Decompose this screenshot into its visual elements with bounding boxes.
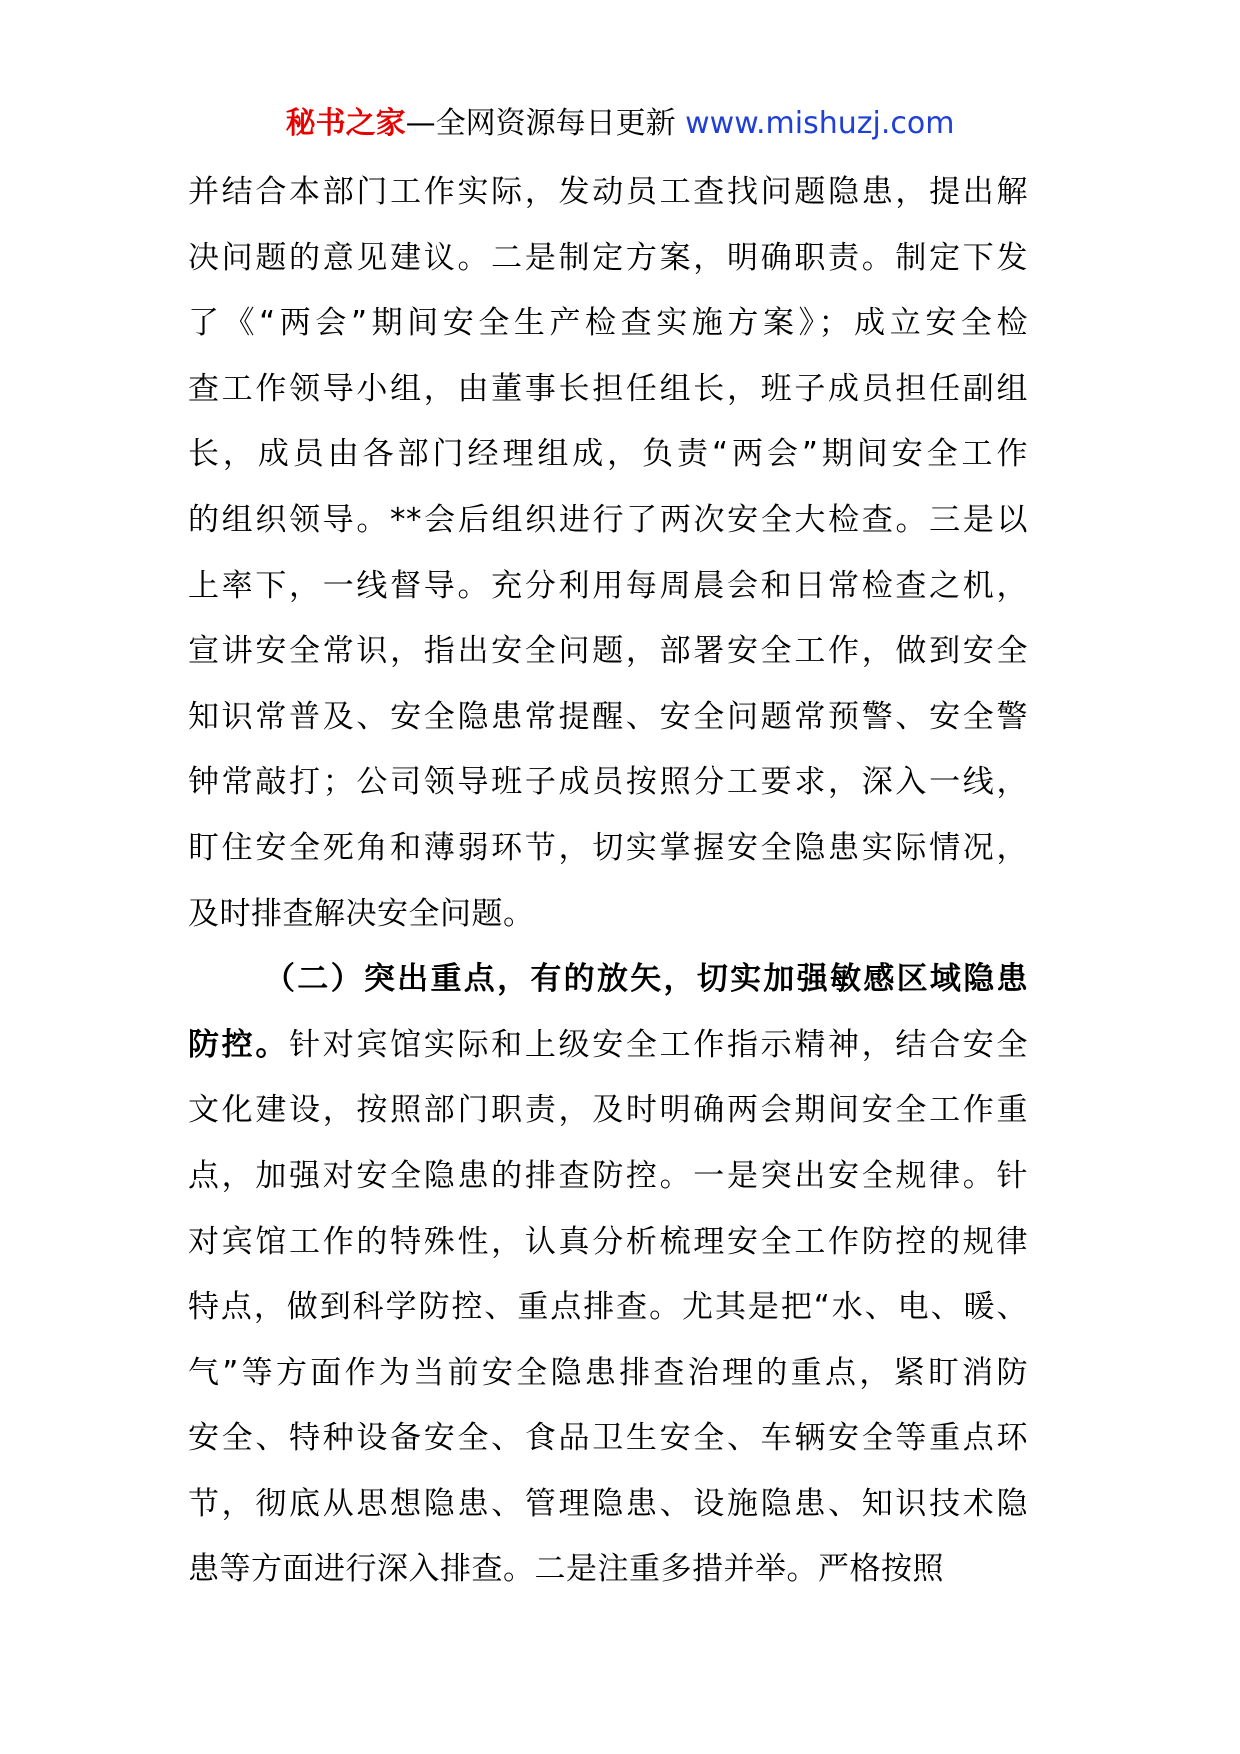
section-heading: （二）突出重点，有的放矢，切实加强敏感区域隐患 <box>264 961 1028 998</box>
header-url-link[interactable]: www.mishuzj.com <box>685 106 955 141</box>
body-line: 知识常普及、安全隐患常提醒、安全问题常预警、安全警 <box>188 698 1028 735</box>
document-body <box>188 160 1028 1603</box>
body-line: 安全、特种设备安全、食品卫生安全、车辆安全等重点环 <box>188 1420 1028 1457</box>
page-header <box>0 102 1240 146</box>
body-line: 特点，做到科学防控、重点排查。尤其是把“水、电、暖、 <box>188 1289 1028 1326</box>
body-line: 对宾馆工作的特殊性，认真分析梳理安全工作防控的规律 <box>188 1223 1028 1260</box>
body-line: 的组织领导。**会后组织进行了两次安全大检查。三是以 <box>188 501 1028 538</box>
body-line: 宣讲安全常识，指出安全问题，部署安全工作，做到安全 <box>188 633 1028 670</box>
body-line: 文化建设，按照部门职责，及时明确两会期间安全工作重 <box>188 1092 1028 1129</box>
body-line: 及时排查解决安全问题。 <box>188 895 535 932</box>
body-line: 盯住安全死角和薄弱环节，切实掌握安全隐患实际情况， <box>188 829 1028 866</box>
body-line: 点，加强对安全隐患的排查防控。一是突出安全规律。针 <box>188 1157 1028 1194</box>
section-heading-continuation <box>188 1013 1028 1079</box>
body-line: 钟常敲打；公司领导班子成员按照分工要求，深入一线， <box>188 764 1028 801</box>
body-line: 节，彻底从思想隐患、管理隐患、设施隐患、知识技术隐 <box>188 1485 1028 1522</box>
body-line: 上率下，一线督导。充分利用每周晨会和日常检查之机， <box>188 567 1028 604</box>
body-text: 针对宾馆实际和上级安全工作指示精神，结合安全 <box>289 1026 1028 1063</box>
body-line: 长，成员由各部门经理组成，负责“两会”期间安全工作 <box>188 436 1028 473</box>
body-line: 气”等方面作为当前安全隐患排查治理的重点，紧盯消防 <box>188 1354 1028 1391</box>
body-line: 决问题的意见建议。二是制定方案，明确职责。制定下发 <box>188 239 1028 276</box>
body-line: 了《“两会”期间安全生产检查实施方案》；成立安全检 <box>188 305 1028 342</box>
body-line: 查工作领导小组，由董事长担任组长，班子成员担任副组 <box>188 370 1028 407</box>
body-line: 并结合本部门工作实际，发动员工查找问题隐患，提出解 <box>188 174 1028 210</box>
header-tagline: —全网资源每日更新 <box>405 106 686 141</box>
body-line: 患等方面进行深入排查。二是注重多措并举。严格按照 <box>188 1551 944 1588</box>
header-brand: 秘书之家 <box>285 106 406 141</box>
section-heading-tail: 防控。 <box>188 1026 290 1063</box>
